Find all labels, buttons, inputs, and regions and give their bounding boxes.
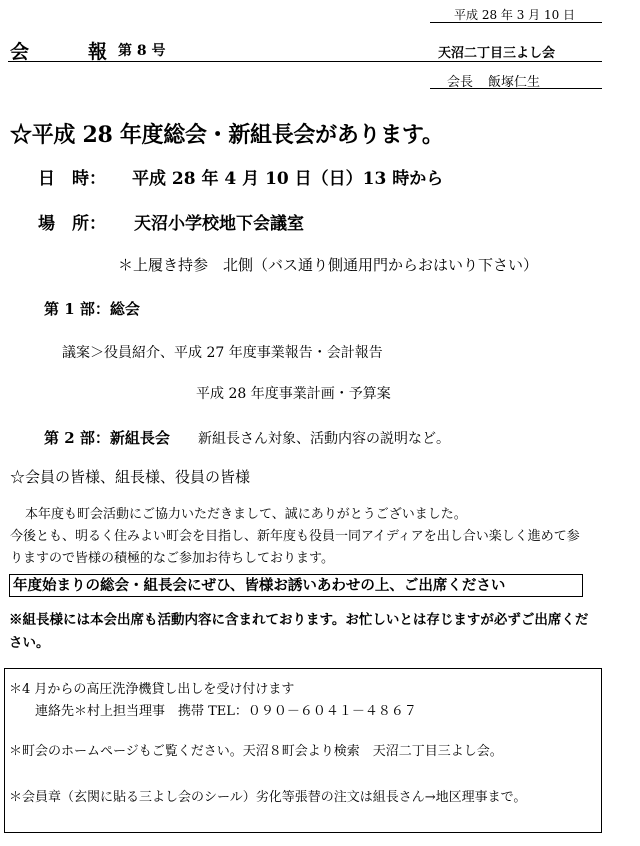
paragraph-line-2: 今後とも、明るく住みよい町会を目指し、新年度も役員一同アイディアを出し合い楽しく進めて参 — [10, 529, 580, 544]
issue-number: 第 8 号 — [118, 43, 166, 59]
invite-box: 年度始まりの総会・組長会にぜひ、皆様お誘いあわせの上、ご出席ください — [9, 574, 583, 597]
agenda-line-1: 議案＞役員紹介、平成 27 年度事業報告・会計報告 — [62, 345, 383, 361]
top-rule — [430, 22, 602, 23]
place-value: 天沼小学校地下会議室 — [134, 214, 304, 234]
part2-text: 新組長さん対象、活動内容の説明など。 — [198, 431, 450, 447]
newsletter-title-ho: 報 — [88, 41, 108, 63]
place-label: 場 所： — [38, 214, 106, 234]
paragraph-line-1: 本年度も町会活動にご協力いただきまして、誠にありがとうございました。 — [25, 507, 467, 522]
part1-label: 第 1 部：総会 — [44, 300, 140, 318]
leader-note-line-1: ※組長様には本会出席も活動内容に含まれております。お忙しいとは存じますが必ずご出席くだ — [9, 612, 589, 628]
paragraph-line-3: りますので皆様の積極的なご参加お待ちしております。 — [10, 551, 334, 566]
notice-box — [4, 668, 602, 833]
agenda-line-2: 平成 28 年度事業計画・予算案 — [196, 386, 391, 402]
chair-rule — [430, 88, 602, 89]
notice-homepage: ＊町会のホームページもご覧ください。天沼８町会より検索 天沼二丁目三よし会。 — [9, 744, 503, 759]
notice-member-badge: ＊会員章（玄関に貼る三よし会のシール）劣化等張替の注文は組長さん→地区理事まで。 — [9, 790, 527, 805]
greeting: ☆会員の皆様、組長様、役員の皆様 — [10, 468, 251, 486]
chair-name: 飯塚仁生 — [488, 75, 541, 90]
headline: ☆平成 28 年度総会・新組長会があります。 — [10, 122, 444, 148]
shoes-note: ＊上履き持参 北側（バス通り側通用門からおはいり下さい） — [118, 256, 539, 274]
notice-washer: ＊4 月からの高圧洗浄機貸し出しを受け付けます — [9, 682, 295, 697]
newsletter-title-kai: 会 — [10, 41, 30, 63]
part2-label: 第 2 部：新組長会 — [44, 429, 170, 447]
date-value: 平成 28 年 4 月 10 日（日）13 時から — [132, 169, 444, 189]
date-label: 日 時： — [38, 169, 106, 189]
issue-date: 平成 28 年 3 月 10 日 — [454, 8, 576, 22]
chair-role: 会長 — [447, 75, 474, 90]
leader-note-line-2: さい。 — [9, 635, 50, 651]
notice-contact: 連絡先＊村上担当理事 携帯 TEL：０９０－６０４１－４８６７ — [35, 704, 417, 719]
header-rule — [8, 61, 602, 62]
organization-name: 天沼二丁目三よし会 — [438, 46, 556, 61]
